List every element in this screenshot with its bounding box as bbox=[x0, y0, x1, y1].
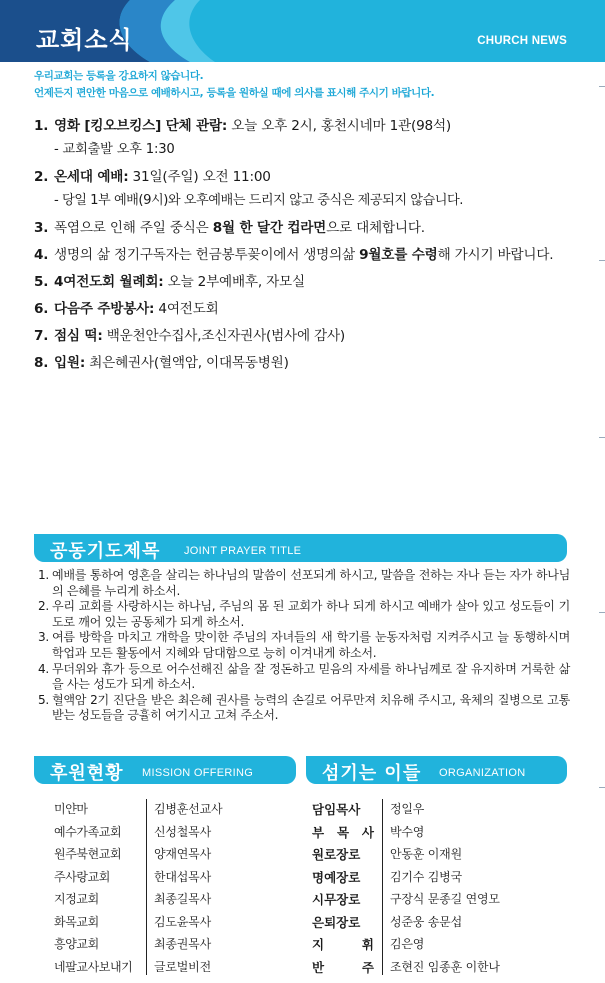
organization-names: 안동훈 이재원 bbox=[390, 847, 462, 861]
organization-role: 원로장로 bbox=[312, 847, 361, 862]
prayer-item bbox=[38, 693, 570, 724]
organization-names: 김은영 bbox=[390, 937, 425, 951]
margin-tick bbox=[599, 612, 605, 613]
news-number: 2. bbox=[34, 169, 49, 185]
prayer-item bbox=[38, 599, 570, 630]
organization-names: 박수영 bbox=[390, 824, 425, 839]
news-heading: 영화 [킹오브킹스] 단체 관람: bbox=[54, 118, 228, 134]
news-text: 해 가시기 바랍니다. bbox=[437, 247, 554, 263]
mission-place: 화목교회 bbox=[54, 914, 99, 929]
news-text: 4여전도회 bbox=[154, 301, 219, 317]
prayer-text: 예배를 통하여 영혼을 살리는 하나님의 말씀이 선포되게 하시고, 말씀을 전하는 자나 듣는 자가 하나님의 은혜를 누리게 하소서. bbox=[52, 568, 570, 598]
mission-place: 주사랑교회 bbox=[54, 869, 110, 884]
organization-role: 부 목 사 bbox=[312, 824, 374, 840]
mission-place: 네팔교사보내기 bbox=[54, 959, 133, 974]
news-item bbox=[34, 165, 582, 213]
organization-subtitle: ORGANIZATION bbox=[439, 767, 526, 779]
organization-role: 지 휘 bbox=[312, 937, 374, 952]
mission-place: 지정교회 bbox=[54, 892, 99, 906]
margin-tick bbox=[599, 437, 605, 438]
prayer-text: 무더위와 휴가 등으로 어수선해진 삶을 잘 정돈하고 믿음의 자세를 하나님께로 잘 유지하며 거룩한 삶을 사는 성도가 되게 하소서. bbox=[52, 661, 570, 692]
news-number: 1. bbox=[34, 118, 49, 134]
mission-title: 후원현황 bbox=[50, 763, 124, 784]
prayer-item bbox=[38, 662, 570, 693]
news-item bbox=[34, 324, 582, 348]
prayer-list bbox=[38, 568, 570, 724]
news-heading: 점심 떡: bbox=[54, 328, 103, 344]
organization-names: 구장식 문종길 연영모 bbox=[390, 892, 500, 906]
intro-line-1: 우리교회는 등록을 강요하지 않습니다. bbox=[34, 70, 204, 82]
mission-place: 흥양교회 bbox=[54, 937, 99, 951]
news-heading: 입원: bbox=[54, 355, 86, 371]
column-divider bbox=[382, 799, 383, 975]
news-highlight: 9월호를 수령 bbox=[359, 247, 438, 263]
intro-line-2: 언제든지 편안한 마음으로 예배하시고, 등록을 원하실 때에 의사를 표시해 주시기 바랍니다. bbox=[34, 87, 435, 99]
mission-place: 미얀마 bbox=[54, 802, 88, 816]
mission-person: 김병훈선교사 bbox=[154, 802, 223, 816]
organization-role: 은퇴장로 bbox=[312, 914, 361, 930]
news-subtext: - 당일 1부 예배(9시)와 오후예배는 드리지 않고 중식은 제공되지 않습니다. bbox=[54, 193, 463, 208]
prayer-number: 2. bbox=[38, 599, 49, 614]
prayer-number: 1. bbox=[38, 568, 49, 582]
organization-role: 반 주 bbox=[312, 959, 374, 975]
news-item bbox=[34, 270, 582, 294]
mission-person: 김도윤목사 bbox=[154, 914, 211, 929]
news-number: 4. bbox=[34, 247, 49, 263]
prayer-item bbox=[38, 630, 570, 661]
page-header bbox=[0, 0, 605, 62]
news-heading: 다음주 주방봉사: bbox=[54, 301, 155, 317]
intro-notice bbox=[34, 68, 434, 102]
organization-section-header bbox=[306, 756, 567, 784]
prayer-subtitle: JOINT PRAYER TITLE bbox=[184, 545, 302, 557]
mission-place: 원주북현교회 bbox=[54, 847, 122, 861]
margin-tick bbox=[599, 260, 605, 261]
mission-place: 예수가족교회 bbox=[54, 824, 122, 839]
mission-person: 양재연목사 bbox=[154, 847, 211, 861]
news-highlight: 8월 한 달간 컵라면 bbox=[212, 220, 327, 236]
mission-person: 최종권목사 bbox=[154, 937, 211, 951]
mission-person: 신성철목사 bbox=[154, 824, 211, 839]
organization-names: 조현진 임종훈 이한나 bbox=[390, 959, 500, 974]
news-item bbox=[34, 216, 582, 240]
news-text: 백운천안수집사,조신자권사(범사에 감사) bbox=[102, 328, 345, 344]
news-subtext: - 교회출발 오후 1:30 bbox=[54, 142, 175, 157]
organization-title: 섬기는 이들 bbox=[322, 763, 422, 784]
organization-role: 담임목사 bbox=[312, 802, 361, 817]
mission-section-header bbox=[34, 756, 296, 784]
mission-subtitle: MISSION OFFERING bbox=[142, 767, 254, 779]
prayer-number: 3. bbox=[38, 630, 49, 645]
prayer-number: 4. bbox=[38, 661, 49, 676]
column-divider bbox=[146, 799, 147, 975]
news-text: 오늘 오후 2시, 홍천시네마 1관(98석) bbox=[227, 118, 452, 134]
news-number: 3. bbox=[34, 220, 49, 236]
news-list bbox=[34, 114, 582, 378]
margin-tick bbox=[599, 86, 605, 87]
prayer-item bbox=[38, 568, 570, 599]
margin-tick bbox=[599, 787, 605, 788]
organization-names: 성준웅 송문섭 bbox=[390, 914, 462, 929]
mission-person: 글로벌비전 bbox=[154, 959, 211, 974]
news-text: 31일(주일) 오전 11:00 bbox=[128, 169, 271, 185]
news-text: 으로 대체합니다. bbox=[326, 220, 425, 236]
news-item bbox=[34, 114, 582, 162]
mission-person: 한대섭목사 bbox=[154, 869, 211, 884]
prayer-text: 혈액암 2기 진단을 받은 최은혜 권사를 능력의 손길로 어루만져 치유해 주시고, 육체의 질병으로 고통받는 성도들을 긍휼히 여기시고 고쳐 주소서. bbox=[52, 692, 570, 723]
prayer-text: 여름 방학을 마치고 개학을 맞이한 주님의 자녀들의 새 학기를 눈동자처럼 지켜주시고 늘 동행하시며 학업과 모든 활동에서 지혜와 담대함으로 능히 이겨내게 하소서. bbox=[52, 630, 570, 660]
page-subtitle: CHURCH NEWS bbox=[477, 35, 567, 47]
news-text: 오늘 2부예배후, 자모실 bbox=[163, 274, 305, 290]
news-text: 폭염으로 인해 주일 중식은 bbox=[54, 220, 213, 236]
news-number: 6. bbox=[34, 301, 49, 317]
news-heading: 온세대 예배: bbox=[54, 169, 129, 185]
prayer-number: 5. bbox=[38, 692, 49, 707]
news-item bbox=[34, 297, 582, 321]
news-text: 최은혜권사(혈액암, 이대목동병원) bbox=[85, 355, 289, 371]
organization-names: 정일우 bbox=[390, 802, 425, 816]
news-number: 5. bbox=[34, 274, 49, 290]
page-title: 교회소식 bbox=[36, 26, 133, 54]
news-item bbox=[34, 351, 582, 375]
news-text: 생명의 삶 정기구독자는 헌금봉투꽂이에서 생명의삶 bbox=[54, 247, 360, 263]
organization-names: 김기수 김병국 bbox=[390, 869, 462, 884]
prayer-text: 우리 교회를 사랑하시는 하나님, 주님의 몸 된 교회가 하나 되게 하시고 예배가 살아 있고 성도들이 기도로 깨어 있는 공동체가 되게 하소서. bbox=[52, 599, 570, 629]
prayer-title: 공동기도제목 bbox=[50, 541, 161, 562]
organization-role: 시무장로 bbox=[312, 892, 361, 907]
news-number: 8. bbox=[34, 355, 49, 371]
news-item bbox=[34, 243, 582, 267]
mission-person: 최종길목사 bbox=[154, 892, 211, 906]
prayer-section-header bbox=[34, 534, 567, 562]
organization-role: 명예장로 bbox=[312, 869, 361, 885]
news-number: 7. bbox=[34, 328, 49, 344]
news-heading: 4여전도회 월례회: bbox=[54, 274, 164, 290]
